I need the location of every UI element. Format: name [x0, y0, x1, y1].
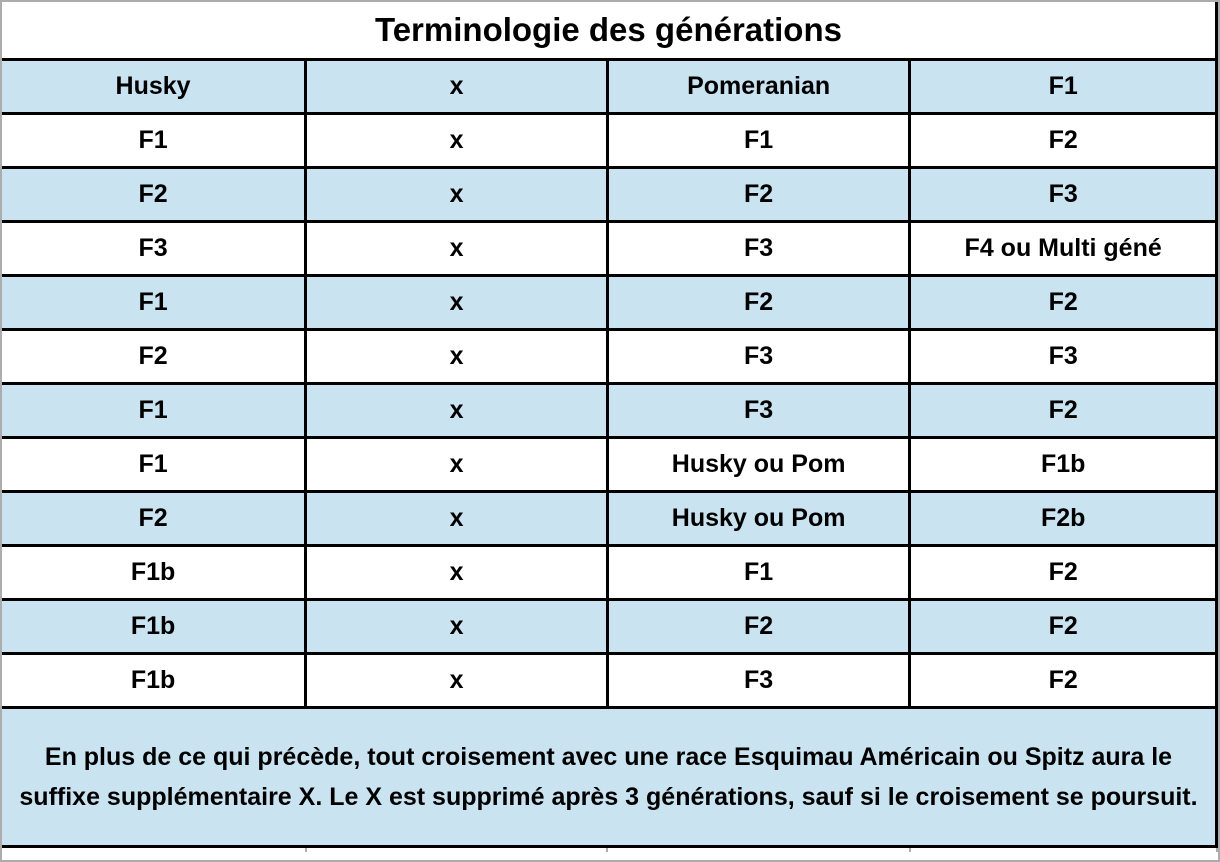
- cell-parent1: F2: [2, 330, 306, 384]
- table-row: [2, 438, 1217, 492]
- cell-parent2: Pomeranian: [607, 60, 909, 114]
- table-row: [2, 60, 1217, 114]
- cell-cross: x: [306, 222, 608, 276]
- cell-parent1: F2: [2, 492, 306, 546]
- cell-cross: x: [306, 276, 608, 330]
- cell-parent1: F1b: [2, 546, 306, 600]
- cell-parent1: F3: [2, 222, 306, 276]
- cell-parent1: F1: [2, 276, 306, 330]
- cell-parent2: F1: [607, 546, 909, 600]
- cell-parent2: Husky ou Pom: [607, 438, 909, 492]
- cell-result: F2: [910, 600, 1217, 654]
- generation-table: [2, 2, 1218, 852]
- cell-cross: x: [306, 114, 608, 168]
- cell-result: F4 ou Multi géné: [910, 222, 1217, 276]
- cell-cross: x: [306, 330, 608, 384]
- partial-cell: [2, 847, 306, 853]
- cell-result: F2: [910, 654, 1217, 708]
- cell-parent2: F2: [607, 276, 909, 330]
- cell-result: F2: [910, 276, 1217, 330]
- cell-parent2: F3: [607, 654, 909, 708]
- table-row: [2, 654, 1217, 708]
- page-title: Terminologie des générations: [2, 2, 1217, 60]
- cell-parent1: F1: [2, 384, 306, 438]
- cell-cross: x: [306, 546, 608, 600]
- table-row: [2, 222, 1217, 276]
- partial-cell: [306, 847, 608, 853]
- cell-cross: x: [306, 384, 608, 438]
- cell-parent1: Husky: [2, 60, 306, 114]
- table-row: [2, 276, 1217, 330]
- cell-result: F3: [910, 168, 1217, 222]
- cell-cross: x: [306, 168, 608, 222]
- cell-parent1: F1: [2, 114, 306, 168]
- cell-parent1: F1: [2, 438, 306, 492]
- table-row: [2, 168, 1217, 222]
- cell-cross: x: [306, 600, 608, 654]
- table-row: [2, 492, 1217, 546]
- footnote-row: [2, 708, 1217, 847]
- cell-result: F2: [910, 546, 1217, 600]
- cell-result: F1: [910, 60, 1217, 114]
- cell-result: F3: [910, 330, 1217, 384]
- cell-result: F1b: [910, 438, 1217, 492]
- cell-parent2: F3: [607, 222, 909, 276]
- cell-cross: x: [306, 654, 608, 708]
- footnote-text: En plus de ce qui précède, tout croisement avec une race Esquimau Américain ou Spitz aura le suffixe supplémentaire X. Le X est supprimé après 3 générations, sauf si le croisement se poursuit.: [2, 708, 1217, 847]
- cell-parent1: F1b: [2, 600, 306, 654]
- partial-cell: [607, 847, 909, 853]
- cell-cross: x: [306, 492, 608, 546]
- cell-result: F2: [910, 114, 1217, 168]
- cell-parent2: F3: [607, 330, 909, 384]
- partial-cell: [910, 847, 1217, 853]
- partial-next-row: [2, 847, 1217, 853]
- cell-result: F2: [910, 384, 1217, 438]
- cell-result: F2b: [910, 492, 1217, 546]
- cell-parent1: F2: [2, 168, 306, 222]
- cell-parent2: F3: [607, 384, 909, 438]
- table-row: [2, 600, 1217, 654]
- cell-parent2: F1: [607, 114, 909, 168]
- table-row: [2, 330, 1217, 384]
- cell-cross: x: [306, 438, 608, 492]
- table-row: [2, 546, 1217, 600]
- table-row: [2, 114, 1217, 168]
- cell-parent1: F1b: [2, 654, 306, 708]
- cell-parent2: Husky ou Pom: [607, 492, 909, 546]
- cell-parent2: F2: [607, 168, 909, 222]
- title-row: [2, 2, 1217, 60]
- cell-cross: x: [306, 60, 608, 114]
- table-row: [2, 384, 1217, 438]
- cell-parent2: F2: [607, 600, 909, 654]
